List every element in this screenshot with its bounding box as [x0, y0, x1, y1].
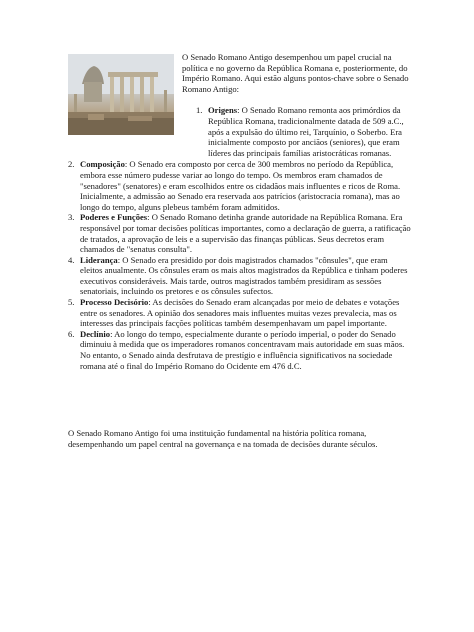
- item-text: : O Senado Romano detinha grande autoridade na República Romana. Era responsável por tomar decisões políticas importantes, como a declaração de guerra, a ratificação de tratados, a aprovação de leis e a supervisão das finanças públicas. Seus decretos eram chamados de "senatus consulta".: [80, 212, 411, 255]
- intro-paragraph: O Senado Romano Antigo desempenhou um papel crucial na política e no governo da República Romana e, posteriormente, do Império Romano. Aqui estão alguns pontos-chave sobre o Senado Romano Antigo:: [182, 52, 409, 94]
- item-title: Declínio: [80, 328, 111, 339]
- list-item: 4. Liderança: O Senado era presidido por dois magistrados chamados "cônsules", que eram eleitos anualmente. Os cônsules eram os mais altos magistrados da República e tinham poderes executivos consideráveis. Mais tarde, outros magistrados também presidiram as sessões senatoriais, incluindo os pretores e os cônsules sufectos.: [68, 254, 408, 297]
- item-title: Liderança: [80, 254, 118, 265]
- list-item: 6. Declínio: Ao longo do tempo, especialmente durante o período imperial, o poder do Senado diminuiu à medida que os imperadores romanos concentravam mais autoridade em suas mãos. No entanto, o Senado ainda desfrutava de prestígio e influência significativos na sociedade romana até o final do Império Romano do Ocidente em 476 d.C.: [68, 328, 405, 371]
- roman-forum-photo: [68, 54, 174, 135]
- ruins-illustration: [68, 54, 174, 135]
- closing-paragraph: O Senado Romano Antigo foi uma instituição fundamental na história política romana, desempenhando um papel central na governança e na tomada de decisões durante séculos.: [68, 428, 378, 449]
- list-item: 1. Origens: O Senado Romano remonta aos primórdios da República Romana, tradicionalmente datada de 509 a.C., após a expulsão do último rei, Tarquínio, o Soberbo. Era inicialmente composto por anciãos (seniores), que eram líderes das principais famílias aristocráticas romanas.: [196, 105, 404, 158]
- item-title: Composição: [80, 159, 125, 170]
- item-title: Processo Decisório: [80, 297, 149, 308]
- item-text: : As decisões do Senado eram alcançadas por meio de debates e votações entre os senadores. A opinião dos senadores mais influentes muitas vezes prevalecia, mas os interesses das principais facções políticas também desempenhavam um papel importante.: [80, 297, 400, 329]
- document-body: [68, 52, 412, 371]
- item-text: : O Senado Romano remonta aos primórdios da República Romana, tradicionalmente datada de 509 a.C., após a expulsão do último rei, Tarquínio, o Soberbo. Era inicialmente composto por anciãos (seniores), que eram líderes das principais famílias aristocráticas romanas.: [208, 105, 404, 158]
- list-item: 2. Composição: O Senado era composto por cerca de 300 membros no período da República, embora esse número pudesse variar ao longo do tempo. Os membros eram chamados de "senadores" (senatores) e eram escolhidos entre os cidadãos mais influentes e ricos de Roma. Inicialmente, a admissão ao Senado era reservada aos patrícios (aristocracia romana), mas ao longo do tempo, alguns plebeus também foram admitidos.: [68, 159, 401, 212]
- item-text: : O Senado era presidido por dois magistrados chamados "cônsules", que eram eleitos anualmente. Os cônsules eram os mais altos magistrados da República e tinham poderes executivos consideráveis. Mais tarde, outros magistrados também presidiram as sessões senatoriais, incluindo os pretores e os cônsules sufectos.: [80, 254, 408, 297]
- item-title: Origens: [208, 105, 238, 116]
- list-item: 5. Processo Decisório: As decisões do Senado eram alcançadas por meio de debates e votações entre os senadores. A opinião dos senadores mais influentes muitas vezes prevalecia, mas os interesses das principais facções políticas também desempenhavam um papel importante.: [68, 297, 400, 329]
- item-text: : O Senado era composto por cerca de 300 membros no período da República, embora esse número pudesse variar ao longo do tempo. Os membros eram chamados de "senadores" (senatores) e eram escolhidos entre os cidadãos mais influentes e ricos de Roma. Inicialmente, a admissão ao Senado era reservada aos patrícios (aristocracia romana), mas ao longo do tempo, alguns plebeus também foram admitidos.: [80, 159, 401, 212]
- item-text: : Ao longo do tempo, especialmente durante o período imperial, o poder do Senado diminuiu à medida que os imperadores romanos concentravam mais autoridade em suas mãos. No entanto, o Senado ainda desfrutava de prestígio e influência significativos na sociedade romana até o final do Império Romano do Ocidente em 476 d.C.: [80, 328, 405, 371]
- key-points-list: [68, 105, 412, 371]
- list-item: 3. Poderes e Funções: O Senado Romano detinha grande autoridade na República Romana. Era responsável por tomar decisões políticas importantes, como a declaração de guerra, a ratificação de tratados, a aprovação de leis e a supervisão das finanças públicas. Seus decretos eram chamados de "senatus consulta".: [68, 212, 411, 255]
- item-title: Poderes e Funções: [80, 212, 148, 223]
